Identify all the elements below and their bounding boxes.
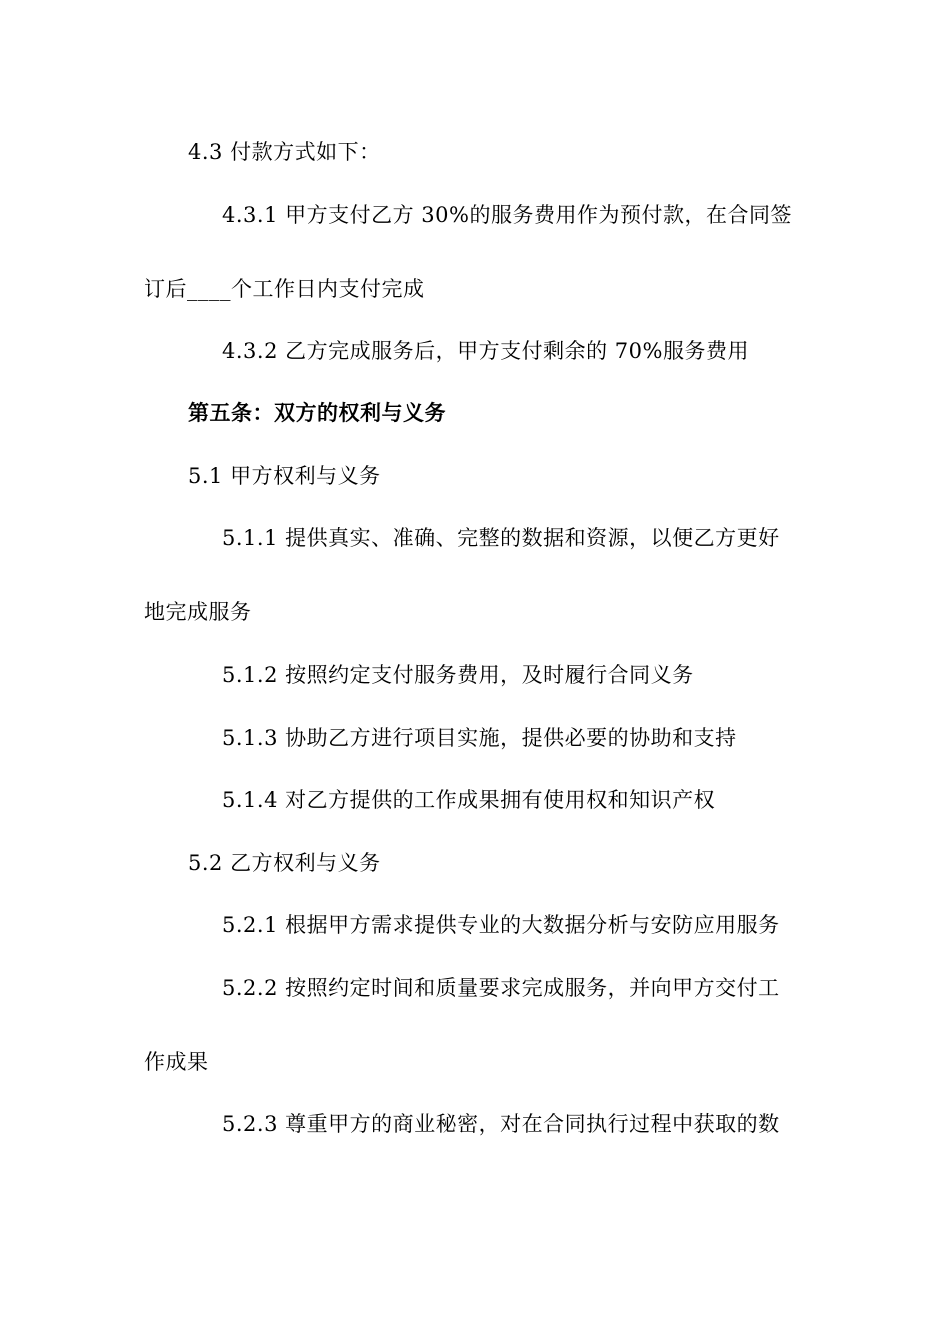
clause-5-2-2-continued: 作成果 — [144, 1050, 209, 1074]
clause-5-1-1: 5.1.1 提供真实、准确、完整的数据和资源，以便乙方更好 — [222, 526, 780, 550]
clause-5-2-3: 5.2.3 尊重甲方的商业秘密，对在合同执行过程中获取的数 — [222, 1112, 780, 1136]
clause-4-3: 4.3 付款方式如下： — [188, 140, 381, 164]
clause-5-1-4: 5.1.4 对乙方提供的工作成果拥有使用权和知识产权 — [222, 788, 716, 812]
clause-5-1: 5.1 甲方权利与义务 — [188, 464, 381, 488]
clause-4-3-2: 4.3.2 乙方完成服务后，甲方支付剩余的 70%服务费用 — [222, 339, 749, 363]
clause-4-3-1: 4.3.1 甲方支付乙方 30%的服务费用作为预付款，在合同签 — [222, 203, 792, 227]
section-heading-article-5: 第五条：双方的权利与义务 — [188, 400, 446, 425]
clause-5-2: 5.2 乙方权利与义务 — [188, 851, 381, 875]
clause-5-1-3: 5.1.3 协助乙方进行项目实施，提供必要的协助和支持 — [222, 726, 737, 750]
clause-4-3-1-continued: 订后____个工作日内支付完成 — [144, 277, 425, 301]
clause-5-2-2: 5.2.2 按照约定时间和质量要求完成服务，并向甲方交付工 — [222, 976, 780, 1000]
clause-5-2-1: 5.2.1 根据甲方需求提供专业的大数据分析与安防应用服务 — [222, 913, 780, 937]
clause-5-1-1-continued: 地完成服务 — [144, 600, 252, 624]
clause-5-1-2: 5.1.2 按照约定支付服务费用，及时履行合同义务 — [222, 663, 694, 687]
